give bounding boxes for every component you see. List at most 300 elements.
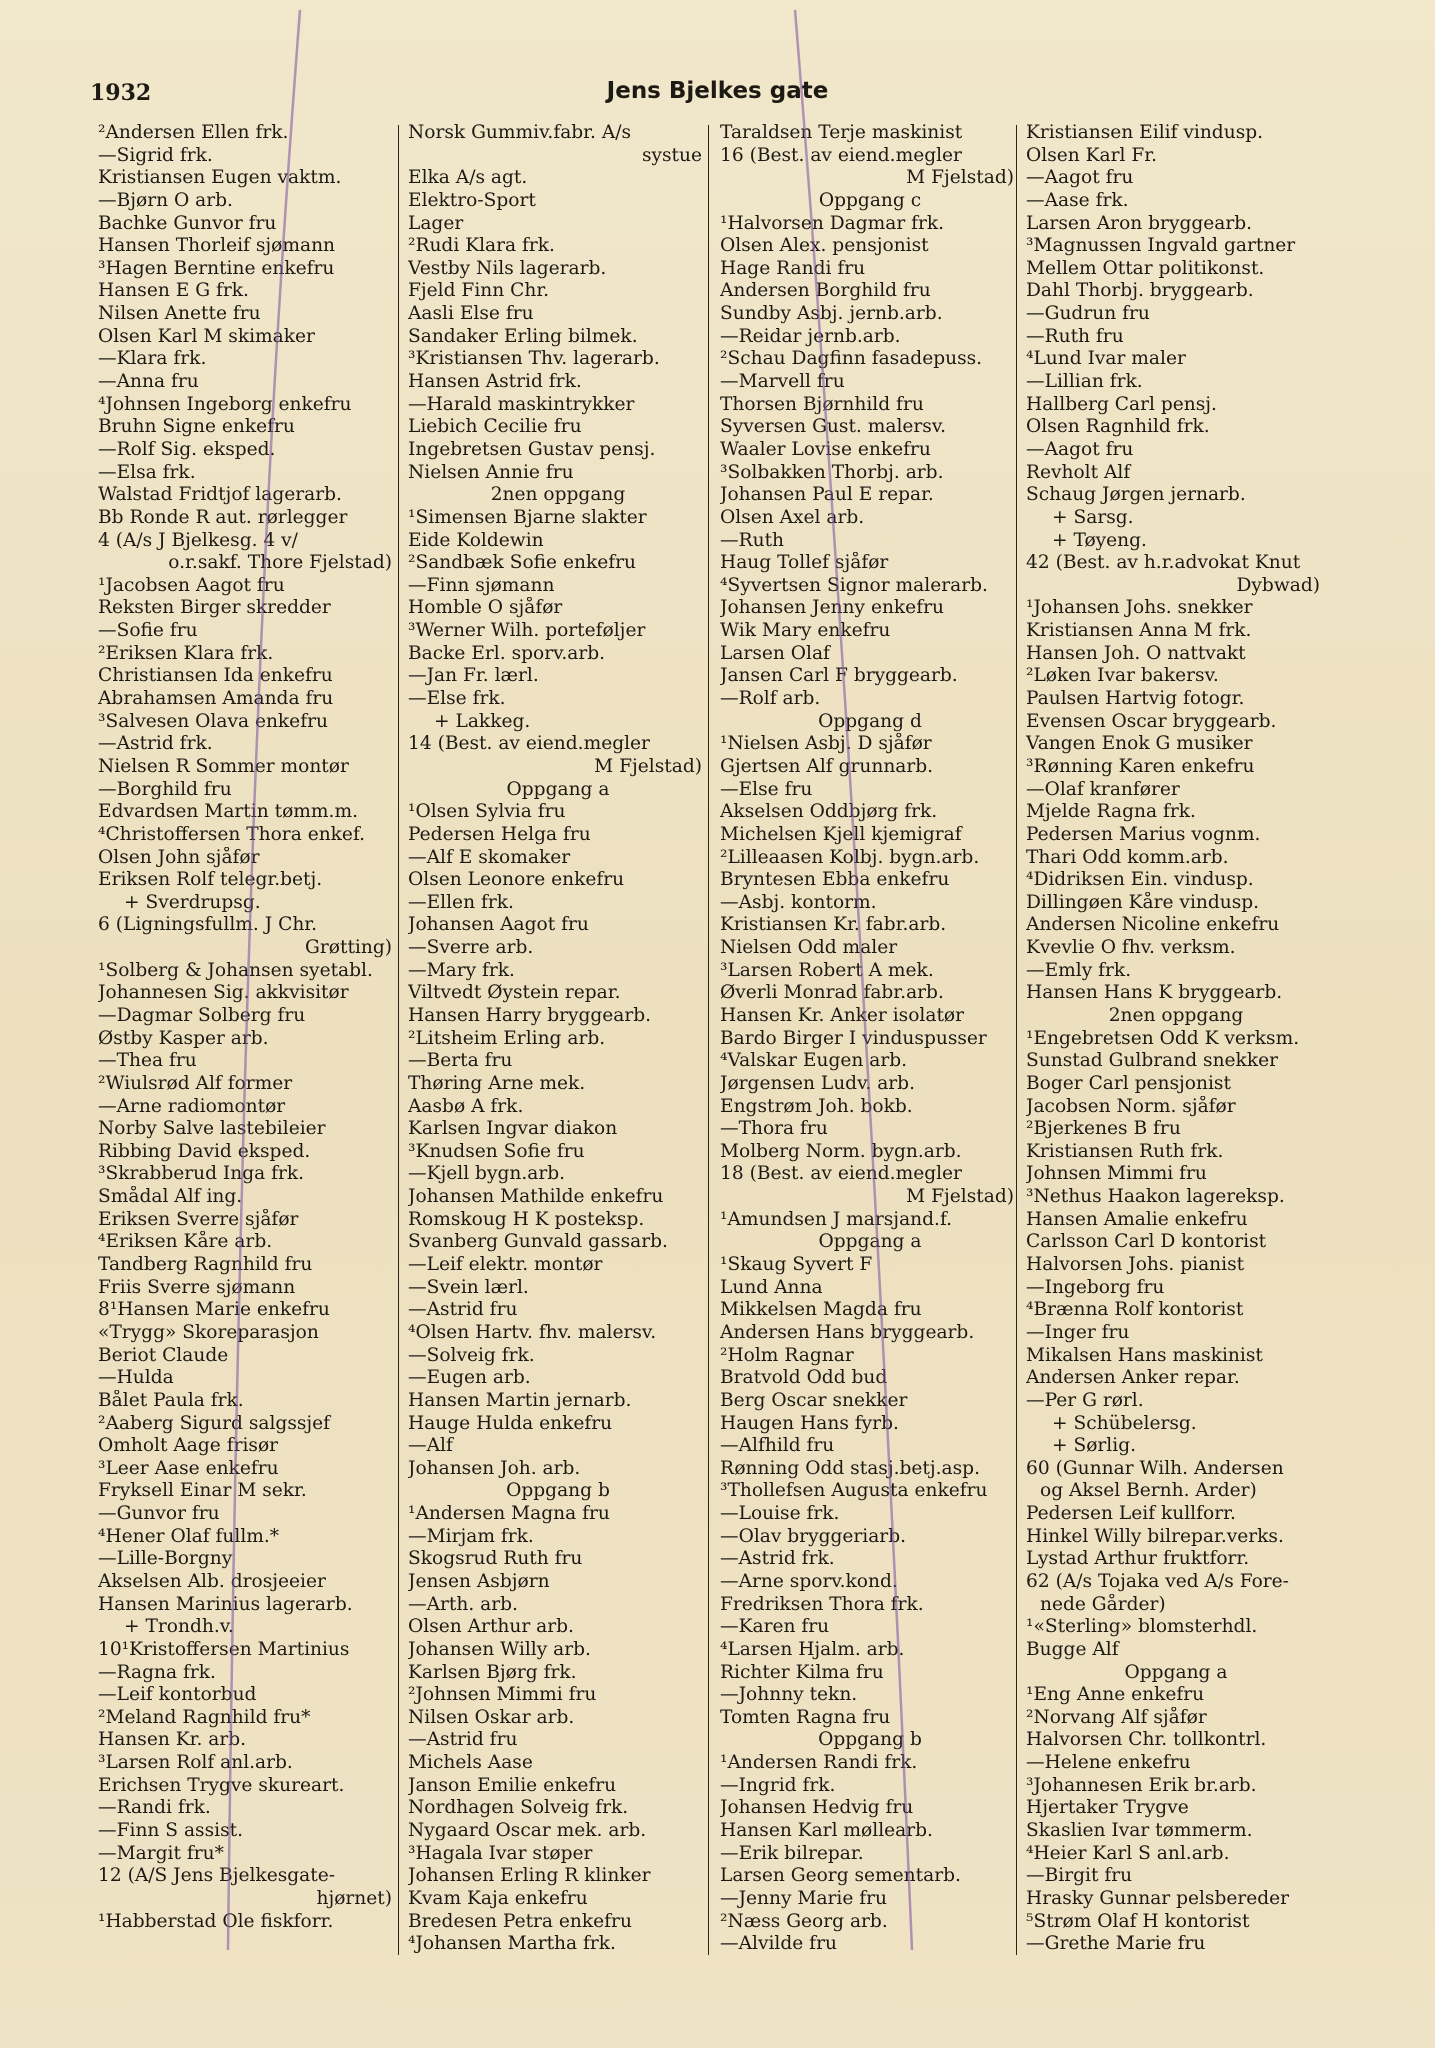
directory-entry: Olsen Arthur arb. (408, 1616, 574, 1638)
directory-entry: —Aagot fru (1026, 438, 1134, 460)
directory-entry: ⁴Heier Karl S anl.arb. (1026, 1842, 1230, 1864)
directory-entry: Eide Koldewin (408, 529, 544, 551)
directory-entry: —Bjørn O arb. (98, 189, 233, 211)
directory-entry: Berg Oscar snekker (720, 1389, 908, 1411)
directory-entry: Oppgang a (506, 778, 610, 800)
directory-entry: 62 (A/s Tojaka ved A/s Fore- (1026, 1571, 1289, 1592)
directory-entry: Andersen Hans bryggearb. (720, 1321, 975, 1343)
directory-entry: Johnsen Mimmi fru (1026, 1163, 1207, 1185)
directory-entry: —Leif elektr. montør (408, 1254, 603, 1276)
pen-stroke-left (228, 10, 300, 1950)
directory-entry: Vangen Enok G musiker (1026, 733, 1253, 755)
directory-entry: Nielsen Odd maler (720, 937, 898, 959)
directory-entry: Smådal Alf ing. (98, 1186, 243, 1208)
directory-entry: Tandberg Ragnhild fru (98, 1254, 313, 1276)
directory-entry: —Alf (408, 1435, 453, 1457)
directory-entry: Skaslien Ivar tømmerm. (1026, 1820, 1253, 1842)
directory-entry: ⁴Syvertsen Signor malerarb. (720, 574, 988, 596)
directory-entry: ¹Halvorsen Dagmar frk. (720, 212, 945, 234)
directory-entry: M Fjelstad) (594, 755, 702, 777)
directory-entry: Pedersen Leif kullforr. (1026, 1503, 1236, 1525)
directory-entry: ³Rønning Karen enkefru (1026, 755, 1255, 777)
directory-entry: ⁵Strøm Olaf H kontorist (1026, 1910, 1250, 1932)
directory-entry: —Reidar jernb.arb. (720, 325, 901, 347)
directory-entry: Oppgang a (818, 1231, 922, 1253)
directory-entry: Thari Odd komm.arb. (1026, 846, 1229, 868)
directory-entry: Jacobsen Norm. sjåfør (1026, 1095, 1236, 1117)
directory-entry: —Elsa frk. (98, 461, 196, 483)
directory-entry: Mikkelsen Magda fru (720, 1299, 922, 1321)
directory-entry: Bruhn Signe enkefru (98, 416, 295, 438)
directory-entry: Nordhagen Solveig frk. (408, 1797, 629, 1819)
directory-entry: Dillingøen Kåre vindusp. (1026, 891, 1260, 913)
directory-entry: Oppgang b (818, 1729, 922, 1751)
directory-entry: —Sigrid frk. (98, 144, 213, 166)
directory-entry: Sunstad Gulbrand snekker (1026, 1050, 1278, 1072)
directory-entry: Karlsen Ingvar diakon (408, 1118, 618, 1140)
directory-entry: ²Eriksen Klara frk. (98, 642, 274, 664)
directory-entry: Hinkel Willy bilrepar.verks. (1026, 1525, 1284, 1547)
directory-entry: —Leif kontorbud (98, 1684, 257, 1706)
directory-entry: Nilsen Oskar arb. (408, 1706, 575, 1728)
directory-entry: Dahl Thorbj. bryggearb. (1026, 280, 1254, 302)
directory-entry: —Kjell bygn.arb. (408, 1163, 566, 1185)
directory-entry: —Ellen frk. (408, 891, 514, 913)
directory-entry: —Aase frk. (1026, 189, 1129, 211)
directory-entry: Elektro-Sport (408, 189, 536, 211)
directory-entry: —Helene enkefru (1026, 1752, 1191, 1774)
page-number: 1932 (90, 80, 152, 106)
directory-entry: ²Rudi Klara frk. (408, 235, 555, 257)
directory-entry: ²Næss Georg arb. (720, 1910, 888, 1932)
directory-entry: Aasbø A frk. (408, 1095, 524, 1117)
directory-entry: Sandaker Erling bilmek. (408, 325, 638, 347)
directory-entry: + Schübelersg. (1052, 1412, 1197, 1434)
directory-entry: —Grethe Marie fru (1026, 1933, 1206, 1955)
directory-entry: Oppgang b (506, 1480, 610, 1502)
directory-entry: —Olaf kranfører (1026, 778, 1180, 800)
directory-entry: Olsen Karl Fr. (1026, 144, 1157, 166)
directory-entry: —Arth. arb. (408, 1593, 518, 1615)
directory-entry: ³Solbakken Thorbj. arb. (720, 461, 944, 483)
directory-entry: —Jan Fr. lærl. (408, 665, 539, 687)
directory-entry: ²Lilleaasen Kolbj. bygn.arb. (720, 846, 980, 868)
directory-entry: Beriot Claude (98, 1344, 229, 1366)
directory-entry: —Gunvor fru (98, 1503, 220, 1525)
directory-entry: Fjeld Finn Chr. (408, 280, 550, 302)
directory-entry: Kristiansen Ruth frk. (1026, 1140, 1224, 1162)
directory-entry: Nielsen Annie fru (408, 461, 574, 483)
directory-entry: Aasli Else fru (408, 303, 534, 325)
directory-entry: Omholt Aage frisør (98, 1435, 279, 1457)
directory-entry: ¹Eng Anne enkefru (1026, 1684, 1205, 1706)
directory-entry: ¹Habberstad Ole fiskforr. (98, 1910, 334, 1932)
directory-entry: + Tøyeng. (1052, 529, 1147, 551)
directory-entry: ²Sandbæk Sofie enkefru (408, 552, 636, 574)
directory-entry: Haug Tollef sjåfør (720, 552, 889, 574)
directory-entry: ¹Amundsen J marsjand.f. (720, 1208, 953, 1230)
directory-entry: Johannesen Sig. akkvisitør (98, 982, 349, 1004)
directory-entry: Johansen Joh. arb. (408, 1457, 581, 1479)
directory-entry: Oppgang d (818, 710, 922, 732)
directory-entry: ⁴Christoffersen Thora enkef. (98, 823, 366, 845)
directory-entry: —Inger fru (1026, 1321, 1130, 1343)
directory-entry: —Alvilde fru (720, 1933, 837, 1955)
directory-entry: nede Gårder) (1040, 1593, 1166, 1615)
directory-entry: —Alfhild fru (720, 1435, 835, 1457)
directory-entry: —Gudrun fru (1026, 303, 1150, 325)
directory-entry: Nygaard Oscar mek. arb. (408, 1820, 647, 1842)
directory-entry: —Klara frk. (98, 348, 207, 370)
directory-entry: ²Aaberg Sigurd salgssjef (98, 1412, 331, 1434)
directory-entry: —Lillian frk. (1026, 371, 1143, 393)
directory-entry: Bachke Gunvor fru (98, 212, 277, 234)
directory-entry: Larsen Georg sementarb. (720, 1865, 961, 1887)
directory-entry: + Lakkeg. (434, 710, 531, 732)
directory-entry: Oppgang a (1124, 1661, 1228, 1683)
directory-entry: ¹Olsen Sylvia fru (408, 801, 566, 823)
directory-entry: ¹Solberg & Johansen syetabl. (98, 959, 373, 981)
directory-entry: ³Hagala Ivar støper (408, 1842, 593, 1864)
directory-entry: Erichsen Trygve skureart. (98, 1774, 345, 1796)
directory-entry: Johansen Willy arb. (408, 1638, 591, 1660)
directory-entry: M Fjelstad) (906, 1186, 1014, 1208)
directory-entry: ²Andersen Ellen frk. (98, 122, 289, 143)
directory-entry: ¹Jacobsen Aagot fru (98, 574, 285, 596)
directory-entry: 2nen oppgang (1108, 1004, 1244, 1026)
directory-entry: Hansen Karl møllearb. (720, 1820, 933, 1842)
directory-entry: Olsen Ragnhild frk. (1026, 416, 1210, 438)
directory-entry: Norby Salve lastebileier (98, 1118, 326, 1140)
directory-entry: Hansen Martin jernarb. (408, 1389, 632, 1411)
directory-entry: Eriksen Sverre sjåfør (98, 1208, 299, 1230)
directory-entry: —Randi frk. (98, 1797, 211, 1819)
directory-entry: ³Leer Aase enkefru (98, 1457, 279, 1479)
directory-entry: —Erik bilrepar. (720, 1842, 864, 1864)
directory-entry: Hansen E G frk. (98, 280, 249, 302)
directory-entry: ¹Skaug Syvert F (720, 1254, 873, 1276)
directory-entry: 2nen oppgang (490, 484, 626, 506)
directory-entry: og Aksel Bernh. Arder) (1040, 1480, 1257, 1502)
directory-entry: Waaler Lovise enkefru (720, 438, 931, 460)
directory-entry: Homble O sjåfør (408, 597, 563, 619)
directory-entry: Kvevlie O fhv. verksm. (1026, 937, 1236, 959)
directory-entry: —Per G rørl. (1026, 1389, 1144, 1411)
directory-entry: —Johnny tekn. (720, 1684, 858, 1706)
directory-entry: ³Knudsen Sofie fru (408, 1140, 585, 1162)
directory-entry: —Sofie fru (98, 620, 198, 642)
directory-entry: Olsen Alex. pensjonist (720, 235, 929, 257)
directory-entry: Elka A/s agt. (408, 167, 528, 189)
directory-entry: —Borghild fru (98, 778, 232, 800)
directory-entry: ⁴Didriksen Ein. vindusp. (1026, 869, 1254, 891)
directory-entry: 8¹Hansen Marie enkefru (98, 1299, 330, 1321)
directory-entry: —Solveig frk. (408, 1344, 535, 1366)
directory-entry: 60 (Gunnar Wilh. Andersen (1026, 1457, 1284, 1479)
directory-entry: Jansen Carl F bryggearb. (720, 665, 958, 687)
directory-entry: —Ruth (720, 529, 785, 551)
directory-entry: ²Norvang Alf sjåfør (1026, 1706, 1207, 1728)
directory-entry: Hansen Harry bryggearb. (408, 1004, 652, 1026)
directory-entry: hjørnet) (316, 1887, 392, 1909)
directory-entry: Carlsson Carl D kontorist (1026, 1231, 1267, 1253)
directory-entry: —Svein lærl. (408, 1276, 529, 1298)
directory-entry: —Emly frk. (1026, 959, 1132, 981)
directory-entry: —Astrid frk. (720, 1548, 835, 1570)
directory-entry: Johansen Paul E repar. (720, 484, 934, 506)
directory-entry: 14 (Best. av eiend.megler (408, 733, 650, 755)
directory-entry: ⁴Eriksen Kåre arb. (98, 1231, 273, 1253)
directory-entry: Kristiansen Anna M frk. (1026, 620, 1252, 642)
directory-entry: Abrahamsen Amanda fru (98, 688, 334, 710)
directory-entry: ⁴Larsen Hjalm. arb. (720, 1638, 905, 1660)
directory-entry: Hansen Thorleif sjømann (98, 235, 336, 257)
directory-entry: Andersen Nicoline enkefru (1026, 914, 1280, 936)
directory-entry: Backe Erl. sporv.arb. (408, 642, 606, 664)
directory-entry: Grøtting) (305, 937, 392, 959)
directory-entry: «Trygg» Skoreparasjon (98, 1321, 319, 1343)
directory-entry: ⁴Johansen Martha frk. (408, 1933, 616, 1955)
directory-entry: —Olav bryggeriarb. (720, 1525, 907, 1547)
directory-entry: Bardo Birger I vinduspusser (720, 1027, 987, 1049)
directory-entry: Mellem Ottar politikonst. (1026, 257, 1265, 279)
directory-entry: Romskoug H K posteksp. (408, 1208, 645, 1230)
directory-entry: Friis Sverre sjømann (98, 1276, 296, 1298)
directory-entry: ²Meland Ragnhild fru* (98, 1706, 311, 1728)
directory-entry: —Thora fru (720, 1118, 828, 1140)
directory-entry: —Aagot fru (1026, 167, 1134, 189)
directory-entry: ¹Simensen Bjarne slakter (408, 506, 647, 528)
directory-entry: ³Salvesen Olava enkefru (98, 710, 328, 732)
directory-entry: Olsen Leonore enkefru (408, 869, 625, 891)
directory-entry: ³Larsen Rolf anl.arb. (98, 1752, 293, 1774)
directory-entry: ²Holm Ragnar (720, 1344, 854, 1366)
directory-entry: Hansen Joh. O nattvakt (1026, 642, 1246, 664)
directory-entry: Andersen Anker repar. (1026, 1367, 1240, 1389)
directory-entry: 10¹Kristoffersen Martinius (98, 1638, 350, 1660)
directory-entry: Oppgang c (818, 189, 922, 211)
directory-entry: —Rolf Sig. eksped. (98, 438, 276, 460)
directory-entry: ³Hagen Berntine enkefru (98, 257, 335, 279)
directory-entry: ¹«Sterling» blomsterhdl. (1026, 1616, 1258, 1638)
directory-entry: —Mirjam frk. (408, 1525, 534, 1547)
directory-entry: Engstrøm Joh. bokb. (720, 1095, 913, 1117)
directory-entry: —Ingeborg fru (1026, 1276, 1165, 1298)
directory-entry: ¹Johansen Johs. snekker (1026, 597, 1253, 619)
directory-entry: Bålet Paula frk. (98, 1389, 244, 1411)
directory-entry: —Lille-Borgny (98, 1548, 233, 1570)
directory-entry: —Asbj. kontorm. (720, 891, 877, 913)
directory-entry: ³Kristiansen Thv. lagerarb. (408, 348, 660, 370)
directory-entry: Gjertsen Alf grunnarb. (720, 755, 934, 777)
directory-entry: + Sørlig. (1052, 1435, 1137, 1457)
directory-entry: ²Bjerkenes B fru (1026, 1118, 1181, 1140)
directory-entry: Taraldsen Terje maskinist (720, 122, 963, 143)
directory-entry: ³Werner Wilh. porteføljer (408, 620, 646, 642)
directory-entry: Skogsrud Ruth fru (408, 1548, 583, 1570)
directory-entry: Svanberg Gunvald gassarb. (408, 1231, 668, 1253)
directory-entry: —Marvell fru (720, 371, 845, 393)
directory-entry: ³Johannesen Erik br.arb. (1026, 1774, 1257, 1796)
directory-entry: —Ragna frk. (98, 1661, 216, 1683)
directory-entry: Michels Aase (408, 1752, 533, 1774)
directory-entry: —Alf E skomaker (408, 846, 571, 868)
directory-entry: —Astrid frk. (98, 733, 213, 755)
directory-entry: Bredesen Petra enkefru (408, 1910, 632, 1932)
directory-entry: Thorsen Bjørnhild fru (720, 393, 924, 415)
directory-entry: —Rolf arb. (720, 688, 821, 710)
directory-entry: Hansen Hans K bryggearb. (1026, 982, 1283, 1004)
directory-entry: ¹Nielsen Asbj. D sjåfør (720, 733, 932, 755)
directory-entry: Hansen Amalie enkefru (1026, 1208, 1248, 1230)
directory-entry: Pedersen Marius vognm. (1026, 823, 1261, 845)
directory-entry: Kristiansen Eilif vindusp. (1026, 122, 1264, 143)
directory-entry: + Sverdrupsg. (124, 891, 261, 913)
directory-entry: ⁴Lund Ivar maler (1026, 348, 1186, 370)
directory-entry: —Anna fru (98, 371, 199, 393)
directory-entry: ²Litsheim Erling arb. (408, 1027, 606, 1049)
directory-entry: —Arne sporv.kond. (720, 1571, 898, 1592)
directory-entry: —Else fru (720, 778, 813, 800)
directory-entry: Bryntesen Ebba enkefru (720, 869, 950, 891)
directory-entry: Østby Kasper arb. (98, 1027, 269, 1049)
directory-entry: —Thea fru (98, 1050, 197, 1072)
directory-entry: systue (641, 144, 702, 166)
directory-entry: Larsen Olaf (720, 642, 830, 664)
directory-entry: Rønning Odd stasj.betj.asp. (720, 1457, 980, 1479)
directory-entry: ³Thollefsen Augusta enkefru (720, 1480, 988, 1502)
directory-entry: ⁴Hener Olaf fullm.* (98, 1525, 280, 1547)
directory-entry: Lund Anna (720, 1276, 823, 1298)
directory-entry: Bugge Alf (1026, 1638, 1119, 1660)
directory-entry: o.r.sakf. Thore Fjelstad) (168, 552, 392, 574)
directory-entry: Akselsen Alb. drosjeeier (98, 1571, 326, 1592)
directory-entry: Kristiansen Eugen vaktm. (98, 167, 342, 189)
directory-entry: 6 (Ligningsfullm. J Chr. (98, 914, 318, 936)
directory-entry: Mikalsen Hans maskinist (1026, 1344, 1263, 1366)
directory-entry: Fredriksen Thora frk. (720, 1593, 924, 1615)
directory-entry: + Sarsg. (1052, 506, 1134, 528)
directory-entry: Ingebretsen Gustav pensj. (408, 438, 656, 460)
directory-entry: Johansen Erling R klinker (408, 1865, 651, 1887)
directory-entry: Tomten Ragna fru (720, 1706, 891, 1728)
directory-entry: Eriksen Rolf telegr.betj. (98, 869, 323, 891)
directory-entry: —Dagmar Solberg fru (98, 1004, 306, 1026)
directory-entry: Hage Randi fru (720, 257, 866, 279)
directory-entry: ⁴Johnsen Ingeborg enkefru (98, 393, 352, 415)
directory-entry: Christiansen Ida enkefru (98, 665, 333, 687)
directory-entry: 18 (Best. av eiend.megler (720, 1163, 962, 1185)
directory-entry: ³Skrabberud Inga frk. (98, 1163, 305, 1185)
directory-entry: Boger Carl pensjonist (1026, 1072, 1231, 1094)
directory-entry: Janson Emilie enkefru (408, 1774, 617, 1796)
directory-entry: Edvardsen Martin tømm.m. (98, 801, 358, 823)
directory-entry: Haugen Hans fyrb. (720, 1412, 899, 1434)
directory-entry: ³Nethus Haakon lagereksp. (1026, 1186, 1285, 1208)
directory-entry: Mjelde Ragna frk. (1026, 801, 1196, 823)
directory-entry: Michelsen Kjell kjemigraf (720, 823, 962, 845)
directory-entry: ⁴Valskar Eugen arb. (720, 1050, 908, 1072)
directory-entry: Dybwad) (1236, 574, 1320, 596)
directory-entry: + Trondh.v. (124, 1616, 234, 1638)
directory-entry: Hansen Kr. arb. (98, 1729, 247, 1751)
directory-entry: Jensen Asbjørn (408, 1571, 550, 1592)
directory-entry: Revholt Alf (1026, 461, 1131, 483)
directory-entry: Hallberg Carl pensj. (1026, 393, 1217, 415)
directory-entry: Paulsen Hartvig fotogr. (1026, 688, 1245, 710)
directory-entry: Kristiansen Kr. fabr.arb. (720, 914, 947, 936)
directory-entry: ⁴Olsen Hartv. fhv. malersv. (408, 1321, 657, 1343)
directory-entry: ²Johnsen Mimmi fru (408, 1684, 597, 1706)
directory-entry: —Hulda (98, 1367, 174, 1389)
directory-entry: Johansen Jenny enkefru (720, 597, 944, 619)
directory-entry: Wik Mary enkefru (720, 620, 891, 642)
page-title: Jens Bjelkes gate (606, 78, 829, 104)
directory-entry: Hauge Hulda enkefru (408, 1412, 613, 1434)
directory-entry: Larsen Aron bryggearb. (1026, 212, 1253, 234)
directory-entry: —Astrid fru (408, 1299, 518, 1321)
directory-entry: Hansen Kr. Anker isolatør (720, 1004, 965, 1026)
directory-entry: Johansen Mathilde enkefru (408, 1186, 664, 1208)
directory-entry: Evensen Oscar bryggearb. (1026, 710, 1277, 732)
directory-entry: Norsk Gummiv.fabr. A/s (408, 122, 632, 143)
directory-entry: —Else frk. (408, 688, 506, 710)
directory-entry: Molberg Norm. bygn.arb. (720, 1140, 962, 1162)
directory-entry: —Finn sjømann (408, 574, 555, 596)
directory-entry: Walstad Fridtjof lagerarb. (98, 484, 342, 506)
directory-entry: —Margit fru* (98, 1842, 224, 1864)
directory-entry: —Mary frk. (408, 959, 515, 981)
directory-entry: Nielsen R Sommer montør (98, 755, 349, 777)
directory-entry: 42 (Best. av h.r.advokat Knut (1026, 552, 1301, 574)
directory-entry: —Finn S assist. (98, 1820, 243, 1842)
directory-entry: Liebich Cecilie fru (408, 416, 582, 438)
directory-entry: Richter Kilma fru (720, 1661, 884, 1683)
directory-entry: Olsen Axel arb. (720, 506, 865, 528)
directory-entry: —Ruth fru (1026, 325, 1124, 347)
directory-entry: Hansen Marinius lagerarb. (98, 1593, 353, 1615)
directory-entry: Bratvold Odd bud (720, 1367, 888, 1389)
directory-entry: ²Løken Ivar bakersv. (1026, 665, 1219, 687)
directory-entry: Bb Ronde R aut. rørlegger (98, 506, 348, 528)
directory-entry: ³Magnussen Ingvald gartner (1026, 235, 1296, 257)
directory-entry: M Fjelstad) (906, 167, 1014, 189)
directory-entry: 4 (A/s J Bjelkesg. 4 v/ (98, 529, 298, 551)
directory-entry: ¹Engebretsen Odd K verksm. (1026, 1027, 1300, 1049)
directory-entry: —Birgit fru (1026, 1865, 1133, 1887)
directory-entry: Vestby Nils lagerarb. (408, 257, 607, 279)
directory-entry: Pedersen Helga fru (408, 823, 591, 845)
directory-entry: Fryksell Einar M sekr. (98, 1480, 307, 1502)
directory-entry: Jørgensen Ludv. arb. (720, 1072, 915, 1094)
directory-entry: —Jenny Marie fru (720, 1887, 888, 1909)
directory-entry: Reksten Birger skredder (98, 597, 331, 619)
directory-entry: —Louise frk. (720, 1503, 840, 1525)
directory-entry: Akselsen Oddbjørg frk. (720, 801, 938, 823)
pen-stroke-right (795, 10, 912, 1950)
directory-entry: —Astrid fru (408, 1729, 518, 1751)
directory-entry: ²Wiulsrød Alf former (98, 1072, 293, 1094)
directory-entry: —Arne radiomontør (98, 1095, 286, 1117)
directory-entry: Lager (408, 212, 464, 234)
directory-entry: Nilsen Anette fru (98, 303, 261, 325)
directory-entry: ⁴Brænna Rolf kontorist (1026, 1299, 1244, 1321)
directory-entry: ²Schau Dagfinn fasadepuss. (720, 348, 983, 370)
directory-entry: Øverli Monrad fabr.arb. (720, 982, 944, 1004)
directory-entry: —Karen fru (720, 1616, 830, 1638)
directory-entry: ³Larsen Robert A mek. (720, 959, 934, 981)
directory-entry: Johansen Hedvig fru (720, 1797, 914, 1819)
